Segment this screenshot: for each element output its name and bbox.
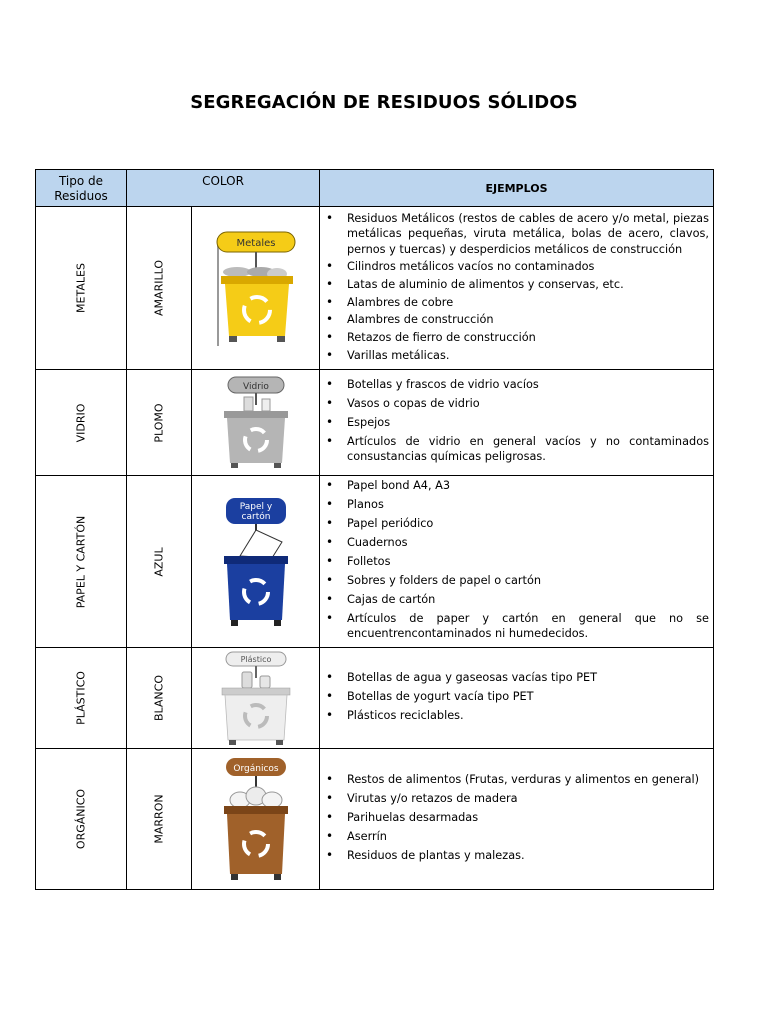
segregation-table — [35, 169, 714, 890]
header-tipo: Tipo de Residuos — [36, 170, 127, 207]
color-name: BLANCO — [152, 674, 166, 722]
waste-type-cell — [36, 370, 127, 476]
list-item: • Papel bond A4, A3 — [347, 478, 709, 494]
list-item: • Cuadernos — [347, 535, 709, 551]
list-item: • Cilindros metálicos vacíos no contaminados — [347, 259, 709, 275]
list-item: • Alambres de cobre — [347, 295, 709, 311]
waste-type-cell — [36, 749, 127, 890]
list-item: • Retazos de fierro de construcción — [347, 330, 709, 346]
examples-cell — [320, 476, 714, 648]
bin-image-cell — [192, 207, 320, 370]
header-color: COLOR — [127, 170, 320, 207]
gray-bin-icon — [216, 375, 296, 471]
list-item: • Botellas de agua y gaseosas vacías tipo PET — [347, 670, 709, 686]
waste-type: METALES — [74, 263, 88, 313]
bin-image-cell — [192, 370, 320, 476]
brown-bin-icon — [216, 756, 296, 882]
svg-text:Orgánicos: Orgánicos — [232, 764, 279, 774]
color-name-cell — [127, 648, 192, 749]
list-item: • Cajas de cartón — [347, 592, 709, 608]
list-item: • Artículos de vidrio en general vacíos y no contaminados consustancias químicas peligrosas. — [347, 434, 709, 465]
examples-list — [320, 772, 713, 864]
bin-image-cell — [192, 476, 320, 648]
list-item: • Artículos de paper y cartón en general que no se encuentrencontaminados ni humedecidos. — [347, 611, 709, 642]
list-item: • Vasos o copas de vidrio — [347, 396, 709, 412]
waste-type: PLÁSTICO — [74, 671, 88, 725]
svg-text:cartón: cartón — [241, 511, 270, 522]
list-item: • Aserrín — [347, 829, 709, 845]
examples-list — [320, 211, 713, 364]
list-item: • Plásticos reciclables. — [347, 708, 709, 724]
table-row — [36, 370, 714, 476]
examples-cell — [320, 648, 714, 749]
yellow-bin-icon — [211, 228, 301, 348]
svg-text:Plástico: Plástico — [240, 655, 271, 664]
list-item: • Papel periódico — [347, 516, 709, 532]
svg-text:Papel y: Papel y — [239, 501, 272, 512]
color-name-cell — [127, 749, 192, 890]
list-item: • Planos — [347, 497, 709, 513]
svg-text:Metales: Metales — [236, 238, 275, 249]
header-row — [36, 170, 714, 207]
list-item: • Varillas metálicas. — [347, 348, 709, 364]
examples-list — [320, 670, 713, 724]
header-ejemplos: EJEMPLOS — [320, 170, 714, 207]
table-row — [36, 476, 714, 648]
color-name-cell — [127, 207, 192, 370]
list-item: • Espejos — [347, 415, 709, 431]
list-item: • Sobres y folders de papel o cartón — [347, 573, 709, 589]
examples-list — [320, 478, 713, 642]
waste-type-cell — [36, 648, 127, 749]
svg-text:Vidrio: Vidrio — [242, 381, 269, 392]
blue-bin-icon — [216, 496, 296, 628]
list-item: • Virutas y/o retazos de madera — [347, 791, 709, 807]
list-item: • Restos de alimentos (Frutas, verduras y alimentos en general) — [347, 772, 709, 788]
examples-list — [320, 377, 713, 465]
list-item: • Latas de aluminio de alimentos y conservas, etc. — [347, 277, 709, 293]
color-name-cell — [127, 370, 192, 476]
color-name: AZUL — [152, 546, 166, 577]
examples-cell — [320, 370, 714, 476]
color-name: AMARILLO — [152, 260, 166, 316]
color-name: MARRON — [152, 794, 166, 844]
table-row — [36, 207, 714, 370]
color-name: PLOMO — [152, 402, 166, 443]
waste-type: PAPEL Y CARTÓN — [74, 515, 88, 608]
bin-image-cell — [192, 648, 320, 749]
list-item: • Residuos Metálicos (restos de cables de acero y/o metal, piezas metálicas pequeñas, viruta metálica, bolas de acero, clavos, pernos y tuercas) y desperdicios metálicos de construcción — [347, 211, 709, 258]
list-item: • Botellas de yogurt vacía tipo PET — [347, 689, 709, 705]
table-row — [36, 648, 714, 749]
examples-cell — [320, 207, 714, 370]
examples-cell — [320, 749, 714, 890]
color-name-cell — [127, 476, 192, 648]
list-item: • Residuos de plantas y malezas. — [347, 848, 709, 864]
waste-type: VIDRIO — [74, 403, 88, 442]
waste-type-cell — [36, 476, 127, 648]
bin-image-cell — [192, 749, 320, 890]
page-title: SEGREGACIÓN DE RESIDUOS SÓLIDOS — [190, 92, 578, 113]
waste-type: ORGÁNICO — [74, 788, 88, 850]
table-row — [36, 749, 714, 890]
white-bin-icon — [216, 650, 296, 746]
list-item: • Alambres de construcción — [347, 312, 709, 328]
list-item: • Botellas y frascos de vidrio vacíos — [347, 377, 709, 393]
list-item: • Folletos — [347, 554, 709, 570]
list-item: • Parihuelas desarmadas — [347, 810, 709, 826]
waste-type-cell — [36, 207, 127, 370]
